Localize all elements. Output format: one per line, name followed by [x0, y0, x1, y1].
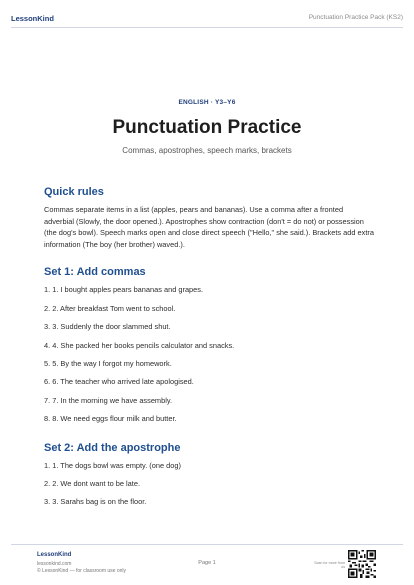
pack-title: Punctuation Practice Pack (KS2) — [308, 14, 403, 21]
qr-code-icon — [348, 550, 376, 578]
footer-divider — [11, 544, 403, 545]
scan-note: Scan for more from us — [314, 561, 345, 570]
set1-heading: Set 1: Add commas — [44, 266, 146, 278]
subject-kicker: ENGLISH · Y3–Y6 — [178, 99, 236, 106]
list-item: 8. 8. We need eggs flour milk and butter. — [44, 414, 177, 423]
header-divider — [11, 27, 403, 28]
quick-rules-text: Commas separate items in a list (apples, pears and bananas). Use a comma after a fronted adverbial (Slowly, the door opened.). Apostrophes show contraction (don't = do not) or possession (the dog's bowl). Speech marks open and close direct speech ("Hello," she said.). Brackets add extra information (The boy (her brother) waved.). — [44, 205, 374, 249]
footer-brand: LessonKind — [37, 552, 72, 558]
set2-heading: Set 2: Add the apostrophe — [44, 442, 181, 454]
list-item: 4. 4. She packed her books pencils calculator and snacks. — [44, 341, 235, 350]
list-item: 2. 2. After breakfast Tom went to school. — [44, 304, 176, 313]
list-item: 3. 3. Suddenly the door slammed shut. — [44, 322, 171, 331]
footer-site-link[interactable]: lessonkind.com — [37, 561, 72, 567]
footer-copyright: © LessonKind — for classroom use only — [37, 568, 127, 574]
list-item: 5. 5. By the way I forgot my homework. — [44, 359, 172, 368]
page-subtitle: Commas, apostrophes, speech marks, brackets — [122, 146, 292, 155]
list-item: 6. 6. The teacher who arrived late apologised. — [44, 377, 194, 386]
page-header — [0, 0, 414, 25]
page-title: Punctuation Practice — [112, 117, 302, 138]
list-item: 1. 1. The dogs bowl was empty. (one dog) — [44, 461, 181, 470]
list-item: 7. 7. In the morning we have assembly. — [44, 396, 173, 405]
page-number: Page 1 — [198, 560, 216, 566]
list-item: 1. 1. I bought apples pears bananas and grapes. — [44, 285, 204, 294]
brand-logo-text: LessonKind — [11, 14, 54, 23]
list-item: 2. 2. We dont want to be late. — [44, 479, 141, 488]
quick-rules-heading: Quick rules — [44, 186, 104, 198]
list-item: 3. 3. Sarahs bag is on the floor. — [44, 497, 147, 506]
